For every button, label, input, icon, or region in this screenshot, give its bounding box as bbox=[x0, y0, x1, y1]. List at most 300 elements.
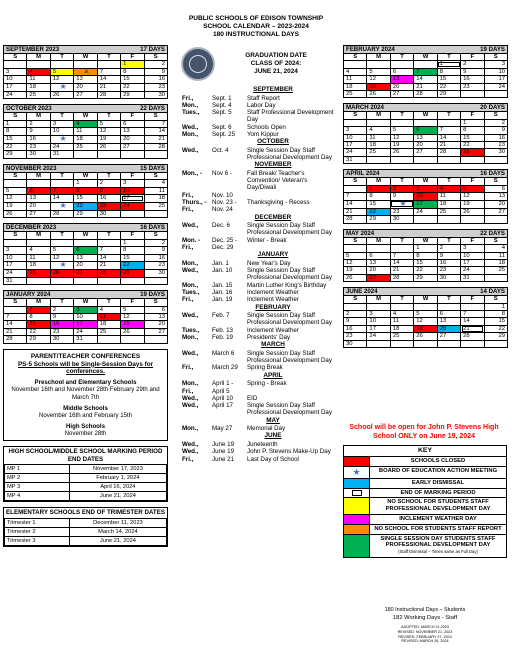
month-calendar bbox=[3, 45, 168, 99]
weekday-header: W bbox=[74, 113, 97, 120]
day-cell bbox=[390, 119, 413, 126]
day-cell: 19 bbox=[461, 200, 484, 208]
day-cell: 22 bbox=[121, 83, 144, 91]
day-cell: 11 bbox=[144, 187, 167, 194]
day-cell: 4 bbox=[344, 68, 367, 75]
event-weekday: Fri., bbox=[182, 206, 194, 214]
day-cell bbox=[97, 239, 120, 246]
day-cell: 29 bbox=[414, 274, 437, 281]
weekday-header: S bbox=[144, 113, 167, 120]
weekday-header: T bbox=[437, 112, 460, 119]
day-cell: 6 bbox=[437, 310, 460, 317]
day-cell: 15 bbox=[74, 195, 97, 202]
day-cell: 11 bbox=[74, 128, 97, 135]
day-cell: 21 bbox=[437, 142, 460, 149]
month-calendar bbox=[343, 229, 508, 282]
weekday-header: S bbox=[344, 296, 367, 303]
key-label bbox=[370, 467, 506, 478]
day-cell: 26 bbox=[414, 333, 437, 340]
day-cell: 23 bbox=[437, 267, 460, 274]
day-cell: 9 bbox=[97, 187, 120, 194]
day-cell: 15 bbox=[367, 200, 390, 208]
day-cell bbox=[461, 216, 484, 223]
day-cell: 22 bbox=[74, 202, 97, 210]
event-row bbox=[182, 199, 334, 206]
day-cell: 8 bbox=[121, 247, 144, 254]
day-cell: 30 bbox=[144, 92, 167, 99]
weekday-header: W bbox=[414, 54, 437, 61]
day-cell: 10 bbox=[367, 318, 390, 325]
event-section-title: JANUARY bbox=[257, 251, 289, 259]
day-cell bbox=[50, 180, 73, 187]
day-cell: 25 bbox=[97, 328, 120, 335]
day-cell: 15 bbox=[461, 134, 484, 141]
event-row bbox=[182, 448, 334, 455]
event-description: New Year's Day bbox=[247, 259, 291, 267]
day-cell bbox=[484, 274, 507, 281]
day-cell: 29 bbox=[437, 91, 460, 98]
day-cell: 1 bbox=[74, 180, 97, 187]
weekday-header: S bbox=[484, 237, 507, 244]
event-section-title: DECEMBER bbox=[254, 213, 292, 221]
day-cell: 12 bbox=[414, 318, 437, 325]
ps5-note: PS-5 Schools will be Single-Session Days for conferences. bbox=[17, 360, 154, 376]
day-cell bbox=[390, 245, 413, 252]
event-weekday: Wed., bbox=[182, 312, 199, 320]
day-cell: 27 bbox=[144, 328, 167, 335]
right-column bbox=[343, 45, 508, 353]
day-cell bbox=[390, 340, 413, 347]
day-cell: 1 bbox=[414, 245, 437, 252]
event-description bbox=[247, 244, 334, 251]
weekday-header: S bbox=[4, 232, 27, 239]
key-label bbox=[370, 489, 506, 498]
day-cell: 25 bbox=[144, 202, 167, 210]
day-cell: 19 bbox=[344, 267, 367, 274]
weekday-header: M bbox=[367, 237, 390, 244]
grad-line-2: CLASS OF 2024: bbox=[250, 59, 302, 67]
day-cell bbox=[484, 216, 507, 223]
day-cell bbox=[437, 340, 460, 347]
day-cell bbox=[144, 210, 167, 217]
event-description: Presidents' Day bbox=[247, 334, 291, 342]
day-cell: 14 bbox=[437, 134, 460, 141]
event-description: Winter - Break bbox=[247, 236, 287, 244]
day-cell: 7 bbox=[50, 187, 73, 194]
day-cell: 14 bbox=[97, 254, 120, 261]
day-cell: 2 bbox=[27, 120, 50, 127]
weekday-header: M bbox=[27, 299, 50, 306]
event-description: Single Session Day Staff Professional Development Day bbox=[247, 267, 332, 282]
event-description: Schools Open bbox=[247, 123, 286, 131]
day-cell bbox=[390, 61, 413, 68]
period-date: November 17, 2023 bbox=[69, 465, 166, 474]
day-cell: 8 bbox=[4, 128, 27, 135]
event-weekday: Wed., bbox=[182, 402, 199, 410]
day-cell: 18 bbox=[97, 321, 120, 328]
day-cell: 14 bbox=[4, 321, 27, 328]
day-cell bbox=[461, 340, 484, 347]
day-cell: 19 bbox=[390, 142, 413, 149]
day-cell bbox=[367, 119, 390, 126]
board-meeting-star-icon: ★ bbox=[59, 200, 67, 210]
key-label-text: SCHOOLS CLOSED bbox=[410, 458, 466, 464]
day-cell: 4 bbox=[97, 306, 120, 313]
day-cell: 29 bbox=[484, 333, 507, 340]
day-cell: 20 bbox=[27, 202, 50, 210]
day-cell bbox=[484, 340, 507, 347]
day-cell: 26 bbox=[50, 270, 73, 277]
day-cell: 25 bbox=[390, 333, 413, 340]
day-cell: 13 bbox=[144, 313, 167, 320]
day-cell: 31 bbox=[50, 151, 73, 158]
day-cell: 30 bbox=[390, 216, 413, 223]
district-seal-icon bbox=[181, 47, 215, 81]
day-cell: 7 bbox=[4, 313, 27, 320]
month-day-count: 17 DAYS bbox=[140, 46, 165, 53]
day-cell bbox=[4, 306, 27, 313]
day-cell: 25 bbox=[27, 270, 50, 277]
day-cell: 20 bbox=[144, 321, 167, 328]
day-cell: 26 bbox=[121, 328, 144, 335]
day-cell: 8 bbox=[461, 127, 484, 134]
key-swatch bbox=[344, 457, 370, 466]
day-cell: 23 bbox=[461, 83, 484, 90]
day-cell: 10 bbox=[4, 254, 27, 261]
day-cell: 25 bbox=[437, 208, 460, 215]
day-cell bbox=[344, 245, 367, 252]
event-weekday: Tues., bbox=[182, 326, 200, 334]
day-cell: 8 bbox=[121, 68, 144, 75]
event-date: Sept. 5 bbox=[212, 109, 232, 117]
day-cell: 12 bbox=[344, 259, 367, 266]
key-label bbox=[370, 498, 506, 514]
day-cell: 25 bbox=[344, 91, 367, 98]
day-cell: 10 bbox=[414, 193, 437, 200]
day-cell: 12 bbox=[390, 134, 413, 141]
day-cell: 5 bbox=[344, 252, 367, 259]
day-cell: 20 bbox=[74, 261, 97, 269]
day-cell: 1 bbox=[367, 185, 390, 192]
day-cell bbox=[367, 340, 390, 347]
day-cell: 17 bbox=[4, 83, 27, 91]
event-row bbox=[182, 380, 334, 387]
event-weekday: Thurs., - bbox=[182, 199, 207, 207]
period-label: MP 1 bbox=[5, 465, 70, 474]
key-row bbox=[344, 525, 506, 535]
period-date: June 21, 2024 bbox=[69, 492, 166, 501]
weekday-header: S bbox=[144, 232, 167, 239]
event-description: Memorial Day bbox=[247, 425, 286, 433]
tri-table bbox=[4, 518, 167, 546]
day-cell: 15 bbox=[121, 76, 144, 83]
month-title-bar bbox=[3, 290, 168, 298]
key-label bbox=[370, 535, 506, 557]
day-cell: 24 bbox=[74, 328, 97, 335]
event-weekday: Wed., bbox=[182, 267, 199, 275]
day-cell: 7 bbox=[437, 127, 460, 134]
calendar-title: SCHOOL CALENDAR – 2023-2024 bbox=[203, 23, 309, 31]
event-date: June 19 bbox=[212, 440, 235, 448]
day-cell: 1 bbox=[437, 61, 460, 68]
weekday-header: S bbox=[344, 237, 367, 244]
day-cell bbox=[50, 202, 73, 210]
day-cell bbox=[484, 156, 507, 163]
event-row bbox=[182, 260, 334, 267]
event-date: Oct. 4 bbox=[212, 146, 229, 154]
footer bbox=[343, 606, 507, 644]
day-cell: 20 bbox=[74, 83, 97, 91]
day-cell: 27 bbox=[437, 333, 460, 340]
weekday-header: W bbox=[74, 172, 97, 179]
key-row bbox=[344, 457, 506, 467]
month-day-count: 15 DAYS bbox=[140, 164, 165, 172]
key-label-text: NO SCHOOL FOR STUDENTS STAFF PROFESSIONAL DEVELOPMENT DAY bbox=[385, 499, 491, 513]
month-name: MAY 2024 bbox=[346, 229, 375, 237]
key-label-text: NO SCHOOL FOR STUDENTS STAFF REPORT bbox=[374, 525, 502, 532]
key-box bbox=[343, 445, 507, 558]
month-calendar bbox=[3, 290, 168, 343]
key-label-text: SINGLE SESSION DAY STUDENTS STAFF PROFESSIONAL DEVELOPMENT DAY bbox=[380, 535, 496, 549]
key-label bbox=[370, 479, 506, 488]
key-label bbox=[370, 457, 506, 466]
key-label-text: END OF MARKING PERIOD bbox=[400, 489, 476, 496]
event-weekday: Wed., bbox=[182, 440, 199, 448]
day-cell bbox=[461, 156, 484, 163]
mp-table bbox=[4, 464, 167, 501]
mp-title: HIGH SCHOOL/MIDDLE SCHOOL MARKING PERIOD END DATES bbox=[8, 447, 163, 463]
month-title-bar bbox=[343, 169, 508, 177]
day-cell: 2 bbox=[484, 119, 507, 126]
day-cell: 14 bbox=[461, 318, 484, 325]
event-row bbox=[182, 456, 334, 463]
weekday-header: W bbox=[74, 232, 97, 239]
day-cell: 17 bbox=[4, 261, 27, 269]
left-column bbox=[3, 45, 168, 547]
day-cell: 22 bbox=[27, 328, 50, 335]
weekday-header: T bbox=[97, 113, 120, 120]
day-cell: 15 bbox=[484, 318, 507, 325]
event-weekday: Tues., bbox=[182, 289, 200, 297]
conferences-box bbox=[3, 349, 168, 441]
month-title-bar bbox=[343, 45, 508, 53]
day-cell: 14 bbox=[414, 76, 437, 83]
day-cell: 9 bbox=[50, 313, 73, 320]
board-meeting-star-icon: ★ bbox=[59, 133, 67, 143]
day-cell: 21 bbox=[144, 135, 167, 143]
event-row bbox=[182, 244, 334, 251]
day-cell: 15 bbox=[414, 259, 437, 266]
period-label: MP 4 bbox=[5, 492, 70, 501]
day-cell: 2 bbox=[144, 61, 167, 68]
event-row bbox=[182, 267, 334, 282]
district-name: PUBLIC SCHOOLS OF EDISON TOWNSHIP bbox=[188, 15, 324, 22]
month-day-count: 19 DAYS bbox=[140, 291, 165, 299]
day-cell: 24 bbox=[121, 202, 144, 210]
day-cell: 20 bbox=[484, 200, 507, 208]
day-cell: 19 bbox=[121, 321, 144, 328]
day-cell: 28 bbox=[50, 210, 73, 217]
day-cell: 23 bbox=[144, 83, 167, 91]
weekday-header: S bbox=[4, 54, 27, 61]
day-cell: 7 bbox=[414, 68, 437, 75]
event-date: Nov. 10 bbox=[212, 191, 233, 199]
day-cell: 18 bbox=[437, 200, 460, 208]
event-weekday: Mon., bbox=[182, 101, 199, 109]
day-cell bbox=[4, 239, 27, 246]
day-cell: 31 bbox=[344, 156, 367, 163]
day-cell bbox=[414, 119, 437, 126]
day-cell: 7 bbox=[144, 120, 167, 127]
event-description bbox=[247, 206, 334, 213]
day-cell: 16 bbox=[144, 76, 167, 83]
weekday-header: F bbox=[461, 237, 484, 244]
event-row bbox=[182, 124, 334, 131]
weekday-header: S bbox=[484, 112, 507, 119]
day-cell: 18 bbox=[344, 83, 367, 90]
day-cell bbox=[437, 303, 460, 310]
event-date: Sept. 25 bbox=[212, 130, 236, 138]
day-cell: 3 bbox=[121, 180, 144, 187]
weekday-header: T bbox=[50, 54, 73, 61]
day-cell: 13 bbox=[367, 259, 390, 266]
weekday-header: S bbox=[484, 296, 507, 303]
day-cell: 11 bbox=[27, 254, 50, 261]
day-cell: 24 bbox=[414, 208, 437, 215]
weekday-header: M bbox=[367, 112, 390, 119]
day-cell bbox=[437, 156, 460, 163]
weekday-header: T bbox=[50, 113, 73, 120]
month-name: JUNE 2024 bbox=[346, 288, 378, 296]
day-cell: 9 bbox=[344, 318, 367, 325]
day-cell: 1 bbox=[461, 119, 484, 126]
day-cell: 24 bbox=[4, 270, 27, 277]
weekday-header: T bbox=[437, 54, 460, 61]
day-cell: 4 bbox=[367, 127, 390, 134]
day-cell: 16 bbox=[484, 134, 507, 141]
day-cell: 28 bbox=[390, 274, 413, 281]
period-date: April 16, 2024 bbox=[69, 483, 166, 492]
event-description: Staff Professional Development Day bbox=[247, 109, 334, 124]
day-cell: 10 bbox=[121, 187, 144, 194]
day-cell: 2 bbox=[437, 245, 460, 252]
day-cell: 6 bbox=[121, 120, 144, 127]
box-icon bbox=[352, 490, 362, 496]
period-label: MP 2 bbox=[5, 474, 70, 483]
day-cell: 13 bbox=[414, 134, 437, 141]
day-cell: 16 bbox=[461, 76, 484, 83]
day-cell: 28 bbox=[4, 336, 27, 343]
footer-line-1: 180 Instructional Days – Students bbox=[384, 607, 466, 613]
day-cell: 4 bbox=[27, 247, 50, 254]
day-cell: 3 bbox=[414, 185, 437, 192]
day-cell bbox=[50, 83, 73, 91]
day-cell: 7 bbox=[344, 193, 367, 200]
event-row bbox=[182, 102, 334, 109]
event-description: Inclement Weather bbox=[247, 296, 299, 304]
event-section-title: APRIL bbox=[263, 371, 283, 379]
weekday-header: W bbox=[74, 54, 97, 61]
day-cell: 25 bbox=[367, 149, 390, 156]
month-calendar bbox=[343, 287, 508, 348]
day-cell: 13 bbox=[74, 76, 97, 83]
day-cell: 26 bbox=[4, 210, 27, 217]
day-cell: 23 bbox=[390, 208, 413, 215]
day-cell: 18 bbox=[367, 142, 390, 149]
weekday-header: M bbox=[367, 178, 390, 185]
day-cell: 20 bbox=[414, 142, 437, 149]
day-cell bbox=[97, 336, 120, 343]
day-cell: 8 bbox=[437, 68, 460, 75]
day-cell bbox=[461, 303, 484, 310]
day-cell: 27 bbox=[27, 210, 50, 217]
weekday-header: T bbox=[437, 237, 460, 244]
day-cell: 10 bbox=[4, 76, 27, 83]
day-cell: 30 bbox=[437, 274, 460, 281]
event-weekday: Wed., bbox=[182, 222, 199, 230]
event-description: Labor Day bbox=[247, 101, 276, 109]
day-cell: 28 bbox=[414, 91, 437, 98]
staff-report-icon: ♟ bbox=[83, 67, 90, 75]
day-cell: 19 bbox=[414, 325, 437, 332]
weekday-header: T bbox=[50, 172, 73, 179]
day-cell: 13 bbox=[121, 128, 144, 135]
day-cell: 15 bbox=[27, 321, 50, 328]
star-icon: ★ bbox=[352, 466, 361, 477]
weekday-header: S bbox=[144, 172, 167, 179]
day-cell: 12 bbox=[461, 193, 484, 200]
day-cell bbox=[50, 135, 73, 143]
day-cell bbox=[367, 156, 390, 163]
day-cell: 20 bbox=[390, 83, 413, 90]
left-months bbox=[3, 45, 168, 344]
footer-rev-1: REVISED: NOVEMBER 21, 2023 bbox=[397, 629, 453, 634]
day-cell bbox=[97, 61, 120, 68]
key-sub-text: (Staff Dismissal – Times same as Full Day) bbox=[398, 549, 478, 555]
day-cell bbox=[390, 156, 413, 163]
day-cell: 23 bbox=[484, 142, 507, 149]
board-meeting-star-icon: ★ bbox=[59, 259, 67, 269]
tri-box bbox=[3, 507, 168, 547]
day-cell: 16 bbox=[50, 321, 73, 328]
month-day-count: 20 DAYS bbox=[480, 104, 505, 112]
day-cell: 11 bbox=[367, 134, 390, 141]
day-cell: 6 bbox=[390, 68, 413, 75]
key-swatch bbox=[344, 535, 370, 557]
weekday-header: T bbox=[97, 172, 120, 179]
key-swatch bbox=[344, 467, 370, 478]
day-cell bbox=[4, 180, 27, 187]
day-cell bbox=[74, 239, 97, 246]
weekday-header: F bbox=[461, 54, 484, 61]
day-cell: 17 bbox=[414, 200, 437, 208]
day-cell: 25 bbox=[74, 144, 97, 151]
weekday-header: W bbox=[74, 299, 97, 306]
day-cell: 30 bbox=[344, 340, 367, 347]
day-cell: 11 bbox=[484, 252, 507, 259]
day-cell bbox=[74, 277, 97, 284]
key-swatch bbox=[344, 525, 370, 534]
day-cell: 21 bbox=[4, 328, 27, 335]
day-cell: 10 bbox=[461, 252, 484, 259]
day-cell: 13 bbox=[27, 195, 50, 202]
day-cell: 19 bbox=[97, 135, 120, 143]
day-cell bbox=[144, 151, 167, 158]
day-cell: 11 bbox=[437, 193, 460, 200]
day-cell: 28 bbox=[437, 149, 460, 156]
event-row bbox=[182, 237, 334, 244]
day-cell bbox=[367, 61, 390, 68]
